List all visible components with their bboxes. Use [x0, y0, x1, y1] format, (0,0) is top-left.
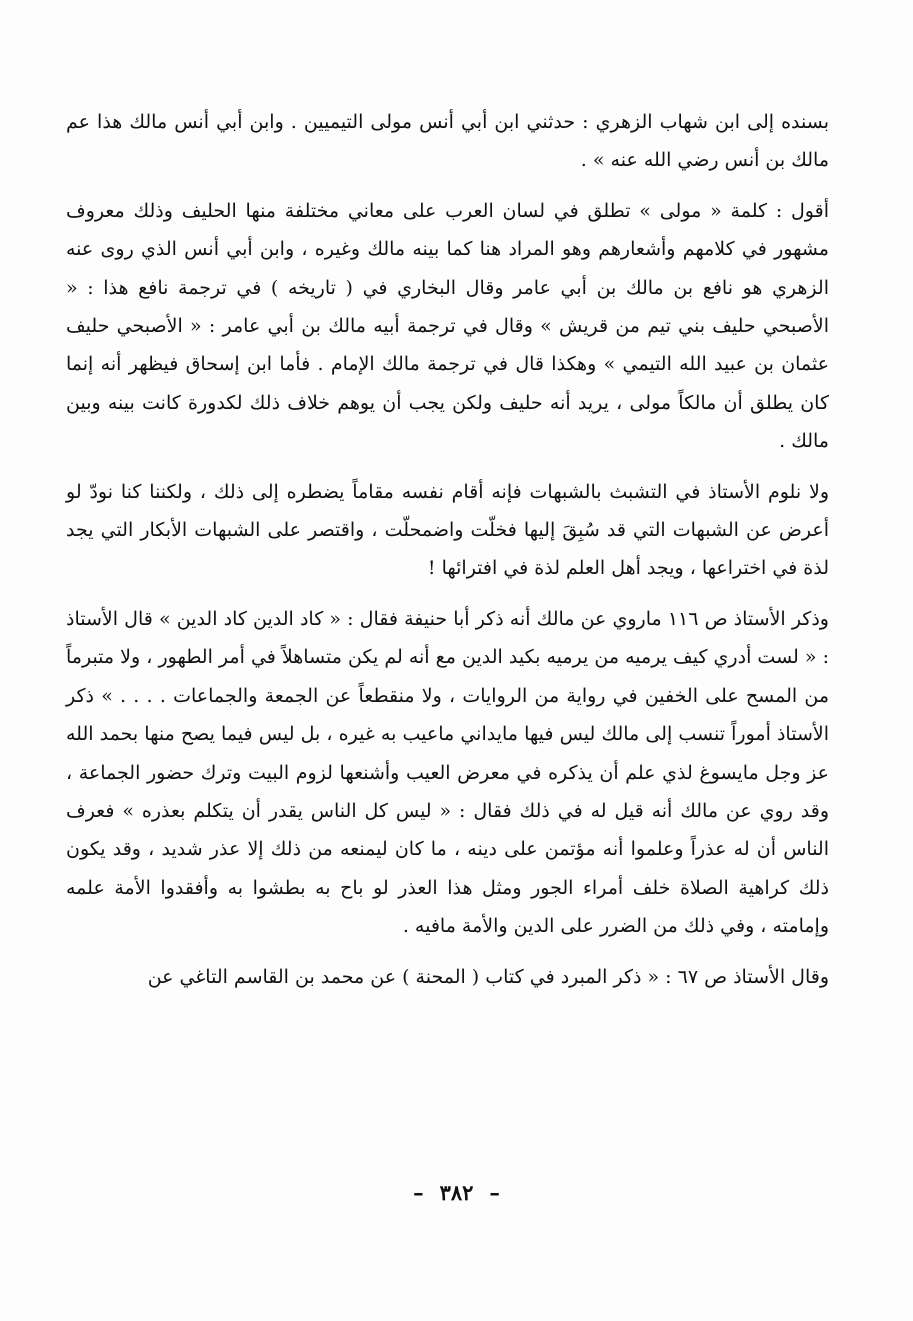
- page-number-value: ٣٨٢: [439, 1180, 474, 1205]
- page-number-dash-right: –: [413, 1180, 424, 1205]
- page-number: [0, 1180, 913, 1205]
- paragraph: وذكر الأستاذ ص ١١٦ ماروي عن مالك أنه ذكر أبا حنيفة فقال : « كاد الدين كاد الدين » قال الأستاذ : « لست أدري كيف يرميه من يرميه بكيد الدين مع أنه لم يكن متساهلاً في أمر الطهور ، ولا متبرماً من المسح على الخفين في رواية من الروايات ، ولا منقطعاً عن الجمعة والجماعات . . . . » ذكر الأستاذ أموراً تنسب إلى مالك ليس فيها مايداني ماعيب به غيره ، بل ليس فيما يصح منها بحمد الله عز وجل مايسوغ لذي علم أن يذكره في معرض العيب وأشنعها لزوم البيت وترك حضور الجماعة ، وقد روي عن مالك أنه قيل له في ذلك فقال : « ليس كل الناس يقدر أن يتكلم بعذره » فعرف الناس أن له عذراً وعلموا أنه مؤتمن على دينه ، ما كان ليمنعه من ذلك إلا عذر شديد ، وقد يكون ذلك كراهية الصلاة خلف أمراء الجور ومثل هذا العذر لو باح به بطشوا به وأفقدوا الأمة علمه وإمامته ، وفي ذلك من الضرر على الدين والأمة مافيه .: [66, 607, 829, 938]
- paragraph: بسنده إلى ابن شهاب الزهري : حدثني ابن أبي أنس مولى التيميين . وابن أبي أنس مالك هذا عم مالك بن أنس رضي الله عنه » .: [66, 111, 829, 172]
- body-text: [66, 103, 829, 996]
- paragraph: أقول : كلمة « مولى » تطلق في لسان العرب على معاني مختلفة منها الحليف وذلك معروف مشهور في كلامهم وأشعارهم وهو المراد هنا كما بينه مالك وغيره ، وابن أبي أنس الذي روى عنه الزهري هو نافع بن مالك بن أبي عامر وقال البخاري في ( تاريخه ) في ترجمة نافع هذا : « الأصبحي حليف بني تيم من قريش » وقال في ترجمة أبيه مالك بن أبي عامر : « الأصبحي حليف عثمان بن عبيد الله التيمي » وهكذا قال في ترجمة مالك الإمام . فأما ابن إسحاق فيظهر أنه إنما كان يطلق أن مالكاً مولى ، يريد أنه حليف ولكن يجب أن يوهم خلاف ذلك لكدورة كانت بينه وبين مالك .: [66, 199, 829, 453]
- paragraph: وقال الأستاذ ص ٦٧ : « ذكر المبرد في كتاب ( المحنة ) عن محمد بن القاسم التاغي عن: [147, 965, 829, 988]
- paragraph: ولا نلوم الأستاذ في التشبث بالشبهات فإنه أقام نفسه مقاماً يضطره إلى ذلك ، ولكننا كنا نودّ لو أعرض عن الشبهات التي قد سُبِقَ إليها فخلّت واضمحلّت ، واقتصر على الشبهات الأبكار التي يجد لذة في اختراعها ، ويجد أهل العلم لذة في افترائها !: [66, 480, 829, 580]
- page-number-dash-left: –: [489, 1180, 500, 1205]
